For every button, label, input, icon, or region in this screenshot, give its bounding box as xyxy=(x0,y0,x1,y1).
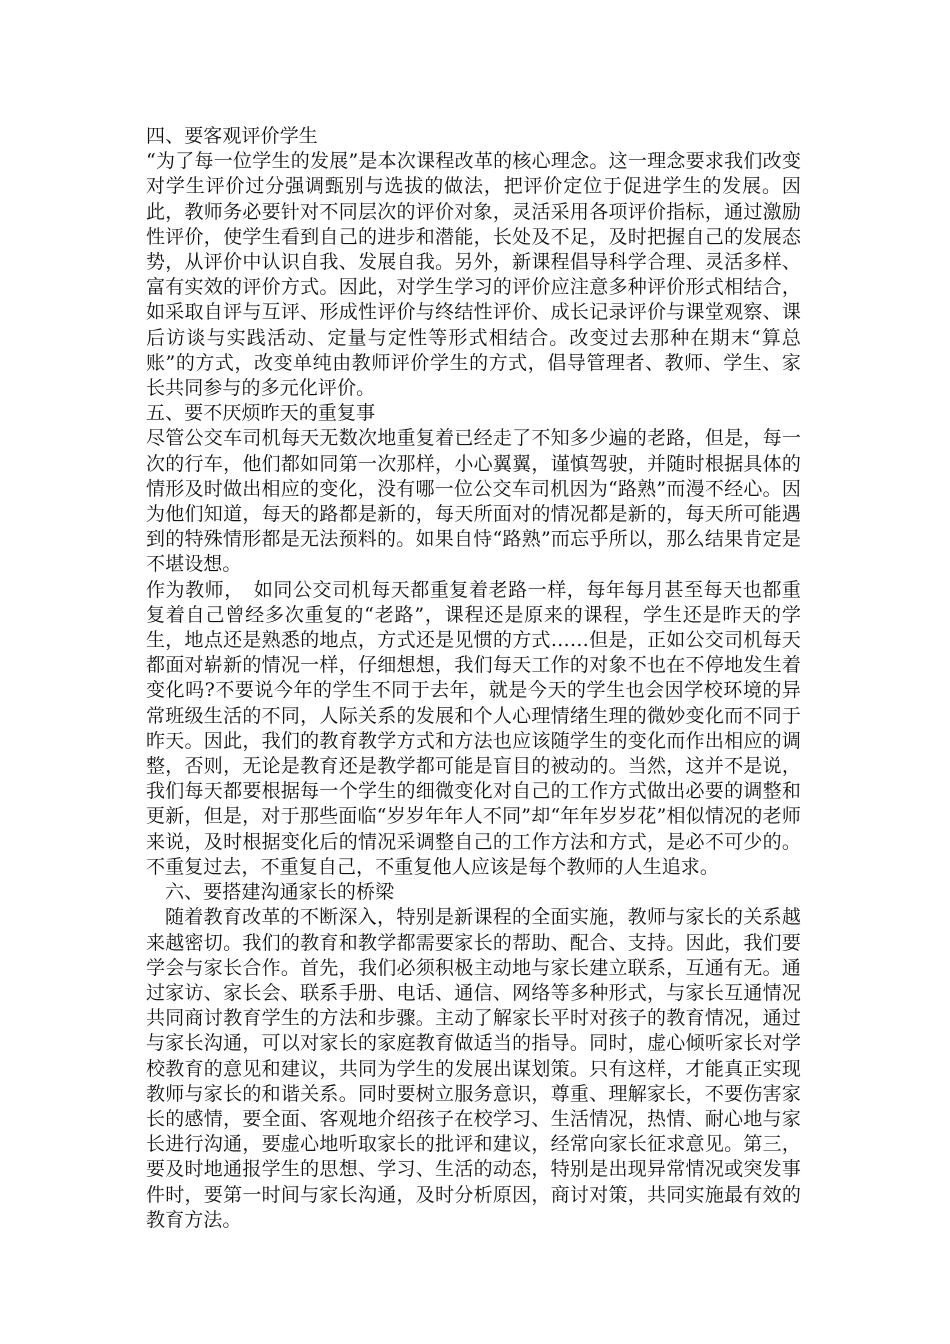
section-6-paragraph-1: 随着教育改革的不断深入，特别是新课程的全面实施，教师与家长的关系越来越密切。我们的教育和教学都需要家长的帮助、配合、支持。因此，我们要学会与家长合作。首先，我们必须积极主动地与家长建立联系，互通有无。通过家访、家长会、联系手册、电话、通信、网络等多种形式，与家长互通情况共同商讨教育学生的方法和步骤。主动了解家长平时对孩子的教育情况，通过与家长沟通，可以对家长的家庭教育做适当的指导。同时，虚心倾听家长对学校教育的意见和建议，共同为学生的发展出谋划策。只有这样，才能真正实现教师与家长的和谐关系。同时要树立服务意识，尊重、理解家长，不要伤害家长的感情，要全面、客观地介绍孩子在校学习、生活情况，热情、耐心地与家长进行沟通，要虚心地听取家长的批评和建议，经常向家长征求意见。第三，要及时地通报学生的思想、学习、生活的动态，特别是出现异常情况或突发事件时，要第一时间与家长沟通，及时分析原因，商讨对策，共同实施最有效的教育方法。 xyxy=(146,906,801,1231)
section-5-paragraph-2: 作为教师， 如同公交司机每天都重复着老路一样，每年每月甚至每天也都重复着自己曾经多次重复的“老路”，课程还是原来的课程，学生还是昨天的学生，地点还是熟悉的地点，方式还是见惯的方式……但是，正如公交司机每天都面对崭新的情况一样，仔细想想，我们每天工作的对象不也在不停地发生着变化吗?不要说今年的学生不同于去年，就是今天的学生也会因学校环境的异常班级生活的不同，人际关系的发展和个人心理情绪生理的微妙变化而不同于昨天。因此，我们的教育教学方式和方法也应该随学生的变化而作出相应的调整，否则，无论是教育还是教学都可能是盲目的被动的。当然，这并不是说，我们每天都要根据每一个学生的细微变化对自己的工作方式做出必要的调整和更新，但是，对于那些面临“岁岁年年人不同”却“年年岁岁花”相似情况的老师来说，及时根据变化后的情况采调整自己的工作方法和方式，是必不可少的。不重复过去，不重复自己，不重复他人应该是每个教师的人生追求。 xyxy=(146,578,801,878)
section-4-paragraph-1: “为了每一位学生的发展”是本次课程改革的核心理念。这一理念要求我们改变对学生评价过分强调甄别与选拔的做法，把评价定位于促进学生的发展。因此，教师务必要针对不同层次的评价对象，灵活采用各项评价指标，通过激励性评价，使学生看到自己的进步和潜能，长处及不足，及时把握自己的发展态势，从评价中认识自我、发展自我。另外，新课程倡导科学合理、灵活多样、富有实效的评价方式。因此，对学生学习的评价应注意多种评价形式相结合，如采取自评与互评、形成性评价与终结性评价、成长记录评价与课堂观察、课后访谈与实践活动、定量与定性等形式相结合。改变过去那种在期末“算总账”的方式，改变单纯由教师评价学生的方式，倡导管理者、教师、学生、家长共同参与的多元化评价。 xyxy=(146,150,801,400)
section-heading-4: 四、要客观评价学生 xyxy=(146,125,318,147)
section-5-paragraph-1: 尽管公交车司机每天无数次地重复着已经走了不知多少遍的老路，但是，每一次的行车，他们都如同第一次那样，小心翼翼，谨慎驾驶，并随时根据具体的情形及时做出相应的变化，没有哪一位公交车司机因为“路熟”而漫不经心。因为他们知道，每天的路都是新的，每天所面对的情况都是新的，每天所可能遇到的特殊情形都是无法预料的。如果自恃“路熟”而忘乎所以，那么结果肯定是不堪设想。 xyxy=(146,427,801,576)
section-heading-6: 六、要搭建沟通家长的桥梁 xyxy=(165,881,395,904)
document-page xyxy=(146,124,801,1233)
section-heading-5: 五、要不厌烦昨天的重复事 xyxy=(146,402,376,425)
